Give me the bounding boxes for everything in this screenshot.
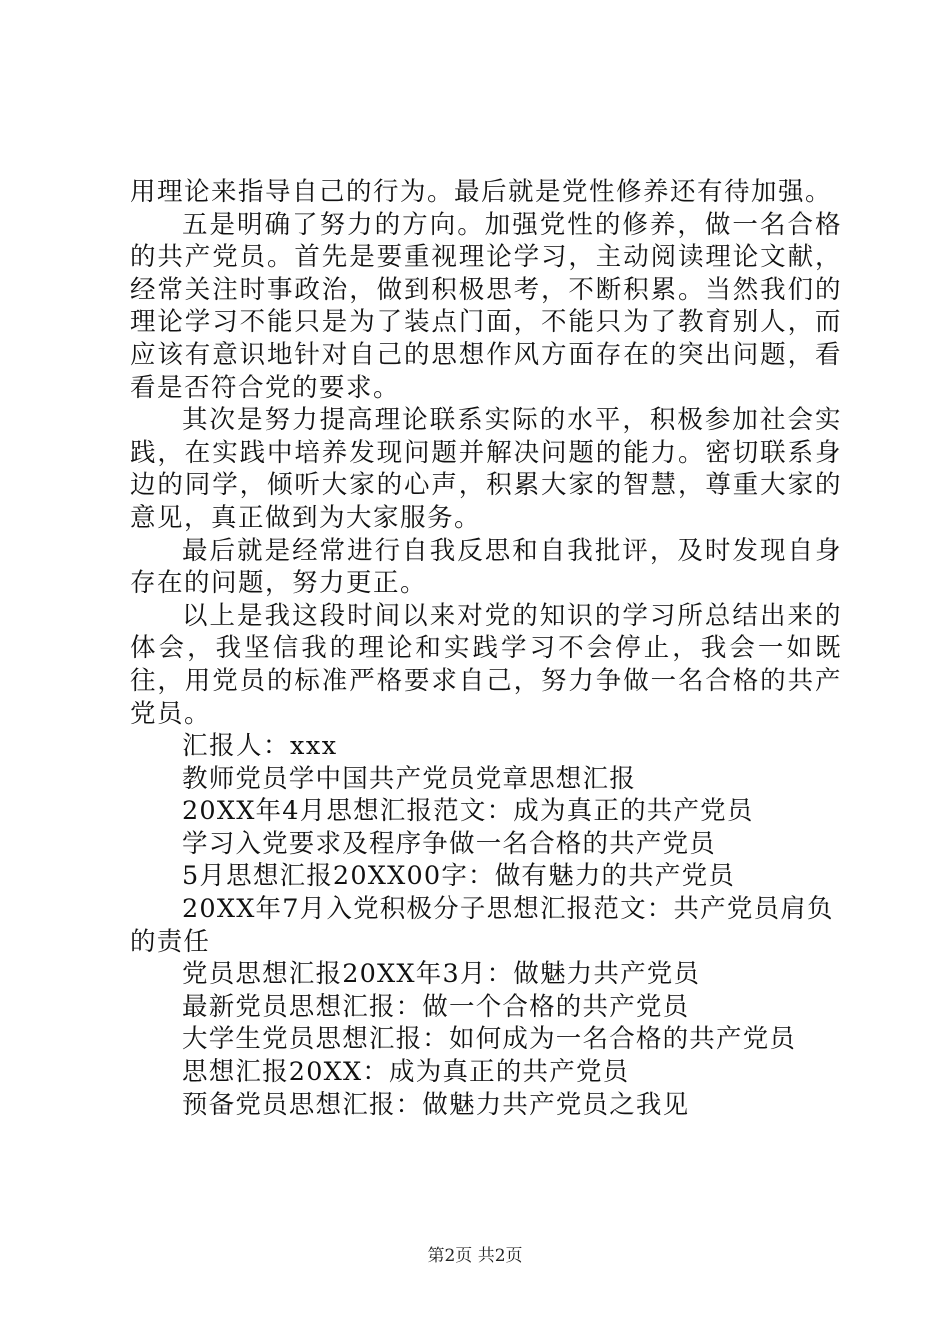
reporter-line: 汇报人：xxx <box>182 731 338 762</box>
list-item: 20XX年4月思想汇报范文：成为真正的共产党员 <box>182 796 754 827</box>
document-body <box>130 176 842 1121</box>
related-titles-list <box>130 763 842 1122</box>
list-item: 20XX年7月入党积极分子思想汇报范文：共产党员肩负的责任 <box>130 894 834 957</box>
paragraph-direction: 五是明确了努力的方向。加强党性的修养，做一名合格的共产党员。首先是要重视理论学习，主动阅读理论文献，经常关注时事政治，做到积极思考，不断积累。当然我们的理论学习不能只是为了装点门面，不能只为了教育别人，而应该有意识地针对自己的思想作风方面存在的突出问题，看看是否符合党的要求。 <box>130 209 842 403</box>
list-item: 预备党员思想汇报：做魅力共产党员之我见 <box>182 1089 690 1120</box>
paragraph-practice: 其次是努力提高理论联系实际的水平，积极参加社会实践，在实践中培养发现问题并解决问题的能力。密切联系身边的同学，倾听大家的心声，积累大家的智慧，尊重大家的意见，真正做到为大家服务。 <box>130 405 842 533</box>
paragraph-continuation: 用理论来指导自己的行为。最后就是党性修养还有待加强。 <box>130 177 833 207</box>
list-item: 大学生党员思想汇报：如何成为一名合格的共产党员 <box>182 1024 797 1055</box>
list-item: 教师党员学中国共产党员党章思想汇报 <box>182 763 636 794</box>
list-item: 思想汇报20XX：成为真正的共产党员 <box>182 1057 630 1088</box>
page-number-footer: 第2页 共2页 <box>427 1246 523 1266</box>
list-item: 党员思想汇报20XX年3月：做魅力共产党员 <box>182 959 701 990</box>
paragraph-conclusion: 以上是我这段时间以来对党的知识的学习所总结出来的体会，我坚信我的理论和实践学习不会停止，我会一如既往，用党员的标准严格要求自己，努力争做一名合格的共产党员。 <box>130 600 842 729</box>
list-item: 学习入党要求及程序争做一名合格的共产党员 <box>182 828 717 859</box>
paragraph-self-reflection: 最后就是经常进行自我反思和自我批评，及时发现自身存在的问题，努力更正。 <box>130 535 842 599</box>
list-item: 最新党员思想汇报：做一个合格的共产党员 <box>182 991 690 1022</box>
list-item: 5月思想汇报20XX00字：做有魅力的共产党员 <box>182 861 736 892</box>
